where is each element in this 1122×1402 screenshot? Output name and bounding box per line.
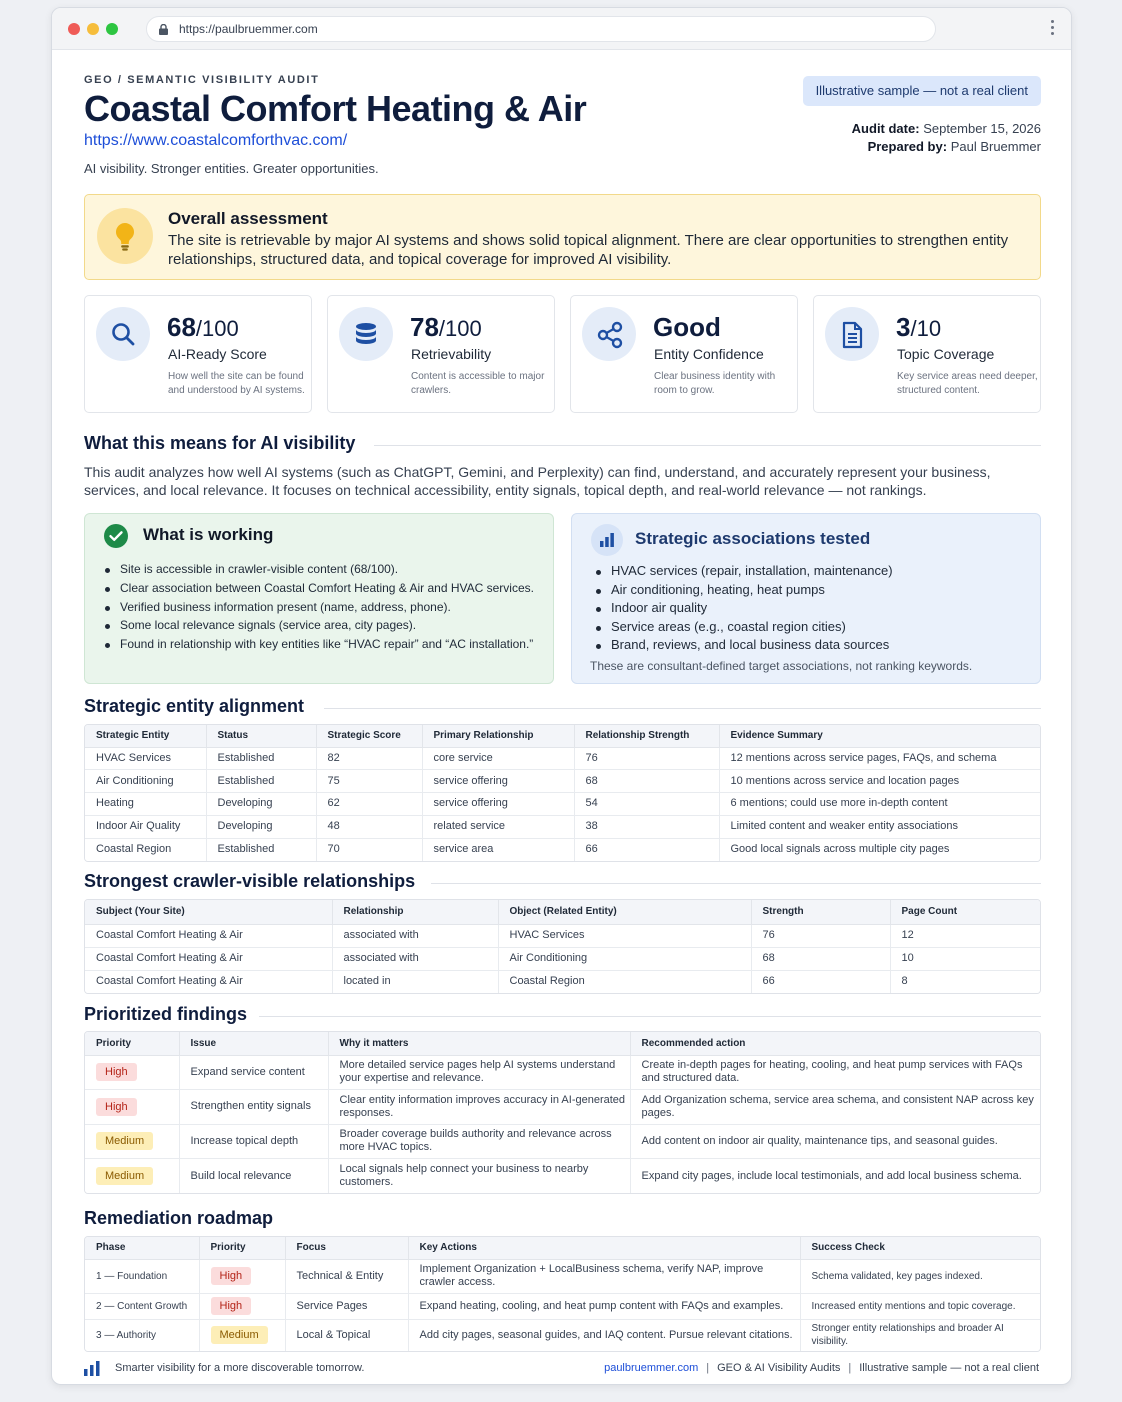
table-row	[85, 747, 1040, 770]
audit-date: September 15, 2026	[923, 121, 1041, 136]
report-eyebrow: GEO / SEMANTIC VISIBILITY AUDIT	[84, 74, 320, 86]
table-cell: HVAC Services	[498, 924, 751, 947]
table-cell: 6 mentions; could use more in-depth content	[719, 793, 1040, 816]
section-heading-relationships: Strongest crawler-visible relationships	[84, 871, 416, 891]
strategic-associations-card	[571, 513, 1041, 684]
table-cell: Local signals help connect your business to nearby customers.	[328, 1159, 630, 1194]
table-cell: More detailed service pages help AI systems understand your expertise and relevance.	[328, 1055, 630, 1090]
address-bar[interactable]	[146, 16, 936, 42]
share-icon	[582, 307, 636, 361]
table-cell: Add city pages, seasonal guides, and IAQ content. Pursue relevant citations.	[408, 1319, 800, 1351]
table-cell: Strengthen entity signals	[179, 1090, 328, 1125]
table-cell: Developing	[206, 815, 316, 838]
table-cell	[85, 1055, 179, 1090]
table-cell: Local & Topical	[285, 1319, 408, 1351]
table-cell: 75	[316, 770, 422, 793]
table-cell: associated with	[332, 924, 498, 947]
table-cell: Add content on indoor air quality, maintenance tips, and seasonal guides.	[630, 1124, 1040, 1159]
section-divider	[431, 883, 1041, 884]
priority-badge: Medium	[96, 1132, 153, 1150]
table-cell: 62	[316, 793, 422, 816]
table-cell	[199, 1293, 285, 1319]
findings-table	[84, 1031, 1041, 1194]
metric-value: 3/10	[896, 312, 942, 342]
table-cell: Coastal Comfort Heating & Air	[85, 970, 332, 993]
section-divider	[374, 445, 1041, 446]
metric-description: How well the site can be found and understood by AI systems.	[168, 371, 305, 396]
table-cell: 12 mentions across service pages, FAQs, and schema	[719, 747, 1040, 770]
table-cell: Good local signals across multiple city pages	[730, 843, 950, 856]
column-header: Strategic Score	[316, 725, 422, 747]
table-cell: 2 — Content Growth	[85, 1293, 199, 1319]
prepared-by-label: Prepared by:	[867, 139, 948, 154]
metric-card-entity-confidence	[570, 295, 798, 413]
table-cell: Established	[206, 747, 316, 770]
column-header: Object (Related Entity)	[498, 900, 751, 924]
table-cell: Established	[206, 838, 316, 861]
table-cell: 68	[751, 947, 890, 970]
table-cell: Coastal Region	[85, 838, 206, 861]
column-header: Evidence Summary	[719, 725, 1040, 747]
lightbulb-icon	[97, 208, 153, 264]
metric-description: Clear business identity with room to grow.	[654, 371, 776, 396]
column-header: Subject (Your Site)	[85, 900, 332, 924]
footer-disclaimer: Illustrative sample — not a real client	[859, 1362, 1039, 1374]
column-header: Success Check	[800, 1237, 1040, 1259]
table-cell: HVAC Services	[85, 747, 206, 770]
list-item: Found in relationship with key entities like “HVAC repair” and “AC installation.”	[105, 635, 534, 654]
column-header: Why it matters	[328, 1032, 630, 1055]
table-row	[85, 924, 1040, 947]
table-cell: 76	[574, 747, 719, 770]
metric-label: Entity Confidence	[654, 346, 764, 362]
table-row	[85, 1259, 1040, 1293]
list-item: Some local relevance signals (service area, city pages).	[105, 616, 534, 635]
metric-card-retrievability	[327, 295, 555, 413]
table-cell: Coastal Comfort Heating & Air	[85, 924, 332, 947]
footer-links	[604, 1362, 1039, 1374]
table-cell: Create in-depth pages for heating, cooling, and heat pump services with FAQs and structured data.	[630, 1055, 1040, 1090]
minimize-window-button[interactable]	[87, 23, 99, 35]
column-header: Key Actions	[408, 1237, 800, 1259]
table-cell: Indoor Air Quality	[85, 815, 206, 838]
table-row	[85, 1124, 1040, 1159]
table-cell: Air Conditioning	[498, 947, 751, 970]
table-cell: 38	[574, 815, 719, 838]
metric-value: 68/100	[167, 312, 239, 342]
metric-card-topic-coverage	[813, 295, 1041, 413]
table-cell: Technical & Entity	[285, 1259, 408, 1293]
card-title: Strategic associations tested	[635, 529, 871, 548]
browser-toolbar	[52, 8, 1071, 50]
table-row	[85, 970, 1040, 993]
metric-value: Good	[653, 312, 721, 342]
overall-assessment	[84, 194, 1041, 280]
column-header: Phase	[85, 1237, 199, 1259]
table-cell: Increased entity mentions and topic coverage.	[800, 1293, 1040, 1319]
metric-label: Topic Coverage	[897, 346, 995, 362]
list-item: Clear association between Coastal Comfort Heating & Air and HVAC services.	[105, 579, 534, 598]
column-header: Strategic Entity	[85, 725, 206, 747]
table-cell: 68	[574, 770, 719, 793]
prepared-by: Paul Bruemmer	[950, 139, 1041, 154]
database-icon	[339, 307, 393, 361]
list-item: Verified business information present (name, address, phone).	[105, 598, 534, 617]
column-header: Recommended action	[630, 1032, 1040, 1055]
list-item: Indoor air quality	[596, 599, 893, 618]
table-cell: Expand heating, cooling, and heat pump content with FAQs and examples.	[408, 1293, 800, 1319]
table-cell: 10	[890, 947, 1040, 970]
footer-slogan: Smarter visibility for a more discoverable tomorrow.	[115, 1362, 365, 1374]
section-divider	[259, 1016, 1041, 1017]
table-cell: service area	[422, 838, 574, 861]
table-cell: 48	[316, 815, 422, 838]
roadmap-table	[84, 1236, 1041, 1352]
table-cell: Coastal Region	[498, 970, 751, 993]
table-cell: located in	[332, 970, 498, 993]
priority-badge: Medium	[211, 1326, 268, 1344]
column-header: Page Count	[890, 900, 1040, 924]
column-header: Relationship	[332, 900, 498, 924]
table-row	[85, 947, 1040, 970]
section-heading-findings: Prioritized findings	[84, 1004, 248, 1024]
table-cell: 10 mentions across service and location pages	[719, 770, 1040, 793]
bar-chart-icon	[591, 524, 623, 556]
table-row	[85, 1159, 1040, 1194]
table-cell: Clear entity information improves accuracy in AI-generated responses.	[328, 1090, 630, 1125]
footer-separator: |	[706, 1362, 710, 1374]
section-divider	[324, 708, 1041, 709]
table-row	[85, 815, 1040, 838]
table-cell: 66	[574, 838, 719, 861]
table-cell: core service	[422, 747, 574, 770]
table-cell: Developing	[206, 793, 316, 816]
priority-badge: High	[96, 1063, 137, 1081]
column-header: Primary Relationship	[422, 725, 574, 747]
associations-list	[596, 562, 893, 655]
table-row	[85, 838, 1040, 861]
table-row	[85, 793, 1040, 816]
section-heading-ai-visibility: What this means for AI visibility	[84, 433, 356, 453]
list-item: Site is accessible in crawler-visible content (68/100).	[105, 560, 534, 579]
column-header: Issue	[179, 1032, 328, 1055]
metric-label: AI-Ready Score	[168, 346, 267, 362]
table-cell: service offering	[422, 793, 574, 816]
check-circle-icon	[103, 523, 129, 549]
column-header: Relationship Strength	[574, 725, 719, 747]
audit-date-label: Audit date:	[851, 121, 920, 136]
list-item: HVAC services (repair, installation, maintenance)	[596, 562, 893, 581]
lock-icon	[159, 24, 168, 35]
metric-description: Key service areas need deeper, structured content.	[897, 371, 1038, 396]
card-title: What is working	[143, 525, 274, 544]
table-cell: Established	[206, 770, 316, 793]
close-window-button[interactable]	[68, 23, 80, 35]
table-cell: 76	[751, 924, 890, 947]
column-header: Focus	[285, 1237, 408, 1259]
entity-alignment-table	[84, 724, 1041, 862]
table-cell: 12	[890, 924, 1040, 947]
column-header: Priority	[85, 1032, 179, 1055]
table-cell: Add Organization schema, service area schema, and consistent NAP across key pages.	[630, 1090, 1040, 1125]
metric-value: 78/100	[410, 312, 482, 342]
table-cell	[199, 1319, 285, 1351]
table-row	[85, 770, 1040, 793]
table-cell: 54	[574, 793, 719, 816]
table-cell: 3 — Authority	[85, 1319, 199, 1351]
report-meta	[852, 120, 1041, 156]
priority-badge: High	[211, 1297, 252, 1315]
assessment-title: Overall assessment	[168, 209, 328, 228]
table-cell: 1 — Foundation	[85, 1259, 199, 1293]
table-cell: Coastal Comfort Heating & Air	[85, 947, 332, 970]
table-cell: Limited content and weaker entity associations	[719, 815, 1040, 838]
metric-card-ai-ready	[84, 295, 312, 413]
address-bar-url: https://paulbruemmer.com	[179, 22, 318, 36]
page-title: Coastal Comfort Heating & Air	[84, 88, 587, 129]
browser-window	[51, 7, 1072, 1385]
column-header: Status	[206, 725, 316, 747]
table-cell: Heating	[85, 793, 206, 816]
what-is-working-card	[84, 513, 554, 684]
table-cell: 66	[751, 970, 890, 993]
document-icon	[825, 307, 879, 361]
table-cell: associated with	[332, 947, 498, 970]
intro-text: This audit analyzes how well AI systems (such as ChatGPT, Gemini, and Perplexity) can find, understand, and accurately represent your business, services, and local relevance. It focuses on technical accessibility, entity signals, topical depth, and real-world relevance — not rankings.	[84, 464, 991, 498]
metric-description: Content is accessible to major crawlers.	[411, 371, 545, 396]
column-header: Strength	[751, 900, 890, 924]
more-menu-icon[interactable]	[1051, 20, 1055, 38]
table-cell: Service Pages	[285, 1293, 408, 1319]
table-cell: Increase topical depth	[179, 1124, 328, 1159]
priority-badge: High	[96, 1098, 137, 1116]
client-site-link[interactable]: https://www.coastalcomforthvac.com/	[84, 132, 348, 149]
table-cell: Air Conditioning	[85, 770, 206, 793]
relationships-table	[84, 899, 1041, 994]
table-cell: service offering	[422, 770, 574, 793]
list-item: Brand, reviews, and local business data sources	[596, 636, 893, 655]
section-heading-roadmap: Remediation roadmap	[84, 1208, 274, 1228]
table-cell: Expand city pages, include local testimonials, and add local business schema.	[641, 1169, 1022, 1182]
priority-badge: High	[211, 1267, 252, 1285]
page-footer	[84, 1359, 1041, 1381]
table-cell	[85, 1159, 179, 1194]
footer-site-link[interactable]: paulbruemmer.com	[604, 1362, 699, 1374]
table-row	[85, 1055, 1040, 1090]
working-list	[105, 560, 534, 654]
associations-note: These are consultant-defined target associations, not ranking keywords.	[590, 659, 973, 673]
tagline: AI visibility. Stronger entities. Greater opportunities.	[84, 161, 379, 176]
table-cell: 82	[316, 747, 422, 770]
table-row	[85, 1090, 1040, 1125]
assessment-text: The site is retrievable by major AI systems and shows solid topical alignment. There are clear opportunities to strengthen entity relationships, structured data, and topical coverage for improved AI visibility.	[168, 232, 1009, 268]
section-heading-entity-alignment: Strategic entity alignment	[84, 696, 305, 716]
table-row	[85, 1293, 1040, 1319]
footer-separator: |	[848, 1362, 852, 1374]
list-item: Service areas (e.g., coastal region cities)	[596, 618, 893, 637]
table-cell: Implement Organization + LocalBusiness schema, verify NAP, improve crawler access.	[408, 1259, 800, 1293]
priority-badge: Medium	[96, 1167, 153, 1185]
table-cell: 70	[316, 838, 422, 861]
table-cell: Schema validated, key pages indexed.	[800, 1259, 1040, 1293]
table-cell: Expand service content	[179, 1055, 328, 1090]
table-cell: related service	[422, 815, 574, 838]
table-cell	[199, 1259, 285, 1293]
footer-service: GEO & AI Visibility Audits	[717, 1362, 841, 1374]
search-icon	[96, 307, 150, 361]
maximize-window-button[interactable]	[106, 23, 118, 35]
table-cell: Build local relevance	[179, 1159, 328, 1194]
sample-badge: Illustrative sample — not a real client	[803, 76, 1041, 106]
table-cell	[85, 1124, 179, 1159]
column-header: Priority	[199, 1237, 285, 1259]
metric-label: Retrievability	[411, 346, 492, 362]
table-cell	[85, 1090, 179, 1125]
list-item: Air conditioning, heating, heat pumps	[596, 581, 893, 600]
table-cell: 8	[901, 975, 908, 988]
table-row	[85, 1319, 1040, 1351]
table-cell: Broader coverage builds authority and relevance across more HVAC topics.	[328, 1124, 630, 1159]
table-cell: Stronger entity relationships and broader AI visibility.	[811, 1323, 1004, 1348]
bar-chart-icon	[84, 1361, 101, 1376]
